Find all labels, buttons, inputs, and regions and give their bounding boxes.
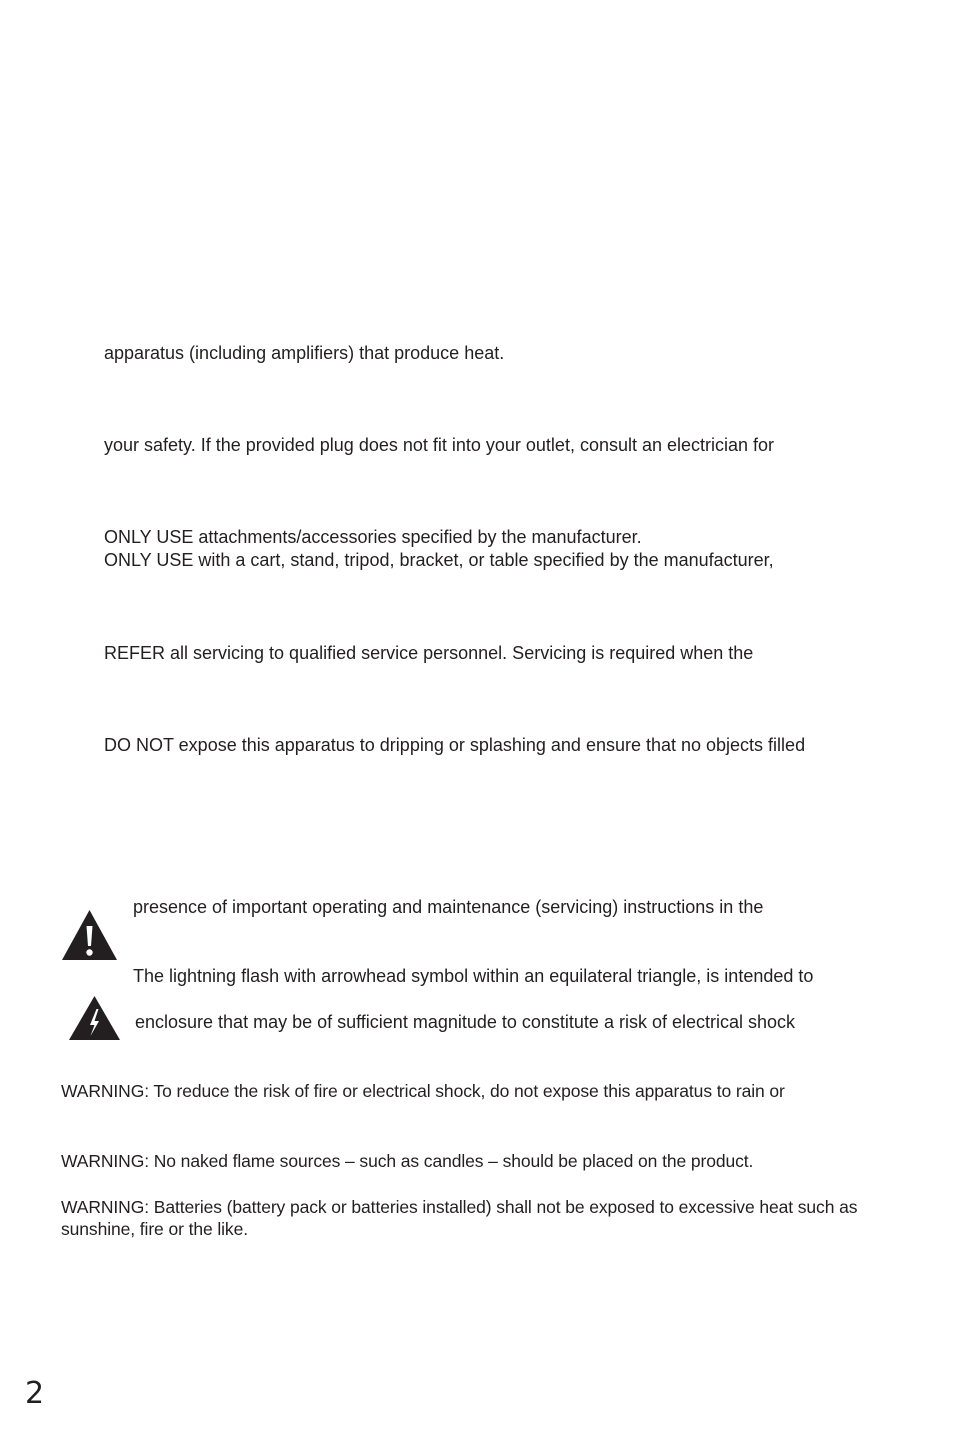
lightning-symbol-text-2: enclosure that may be of sufficient magnitude to constitute a risk of electrical shock [135, 1012, 796, 1032]
instruction-plug-text: your safety. If the provided plug does not fit into your outlet, consult an electrician for [104, 435, 775, 455]
exclamation-triangle-icon [61, 909, 118, 961]
page-number: 2 [25, 1376, 45, 1411]
warning-rain-text: WARNING: To reduce the risk of fire or electrical shock, do not expose this apparatus to rain or [61, 1081, 785, 1101]
warning-flame-text: WARNING: No naked flame sources – such as candles – should be placed on the product. [61, 1151, 754, 1171]
exclamation-symbol-text: presence of important operating and maintenance (servicing) instructions in the [133, 897, 764, 917]
lightning-symbol-text-1: The lightning flash with arrowhead symbol within an equilateral triangle, is intended to [133, 966, 814, 986]
warning-batteries-text: WARNING: Batteries (battery pack or batteries installed) shall not be exposed to excessive heat such as sunshine, fire or the like. [61, 1197, 858, 1239]
instruction-cart-text: ONLY USE with a cart, stand, tripod, bracket, or table specified by the manufacturer, [104, 550, 774, 570]
instruction-dripping-text: DO NOT expose this apparatus to dripping or splashing and ensure that no objects filled [104, 735, 806, 755]
instruction-attachments-text: ONLY USE attachments/accessories specified by the manufacturer. [104, 527, 642, 547]
lightning-triangle-icon [68, 995, 121, 1041]
instruction-servicing-text: REFER all servicing to qualified service personnel. Servicing is required when the [104, 643, 754, 663]
instruction-heat-text: apparatus (including amplifiers) that produce heat. [104, 343, 505, 363]
